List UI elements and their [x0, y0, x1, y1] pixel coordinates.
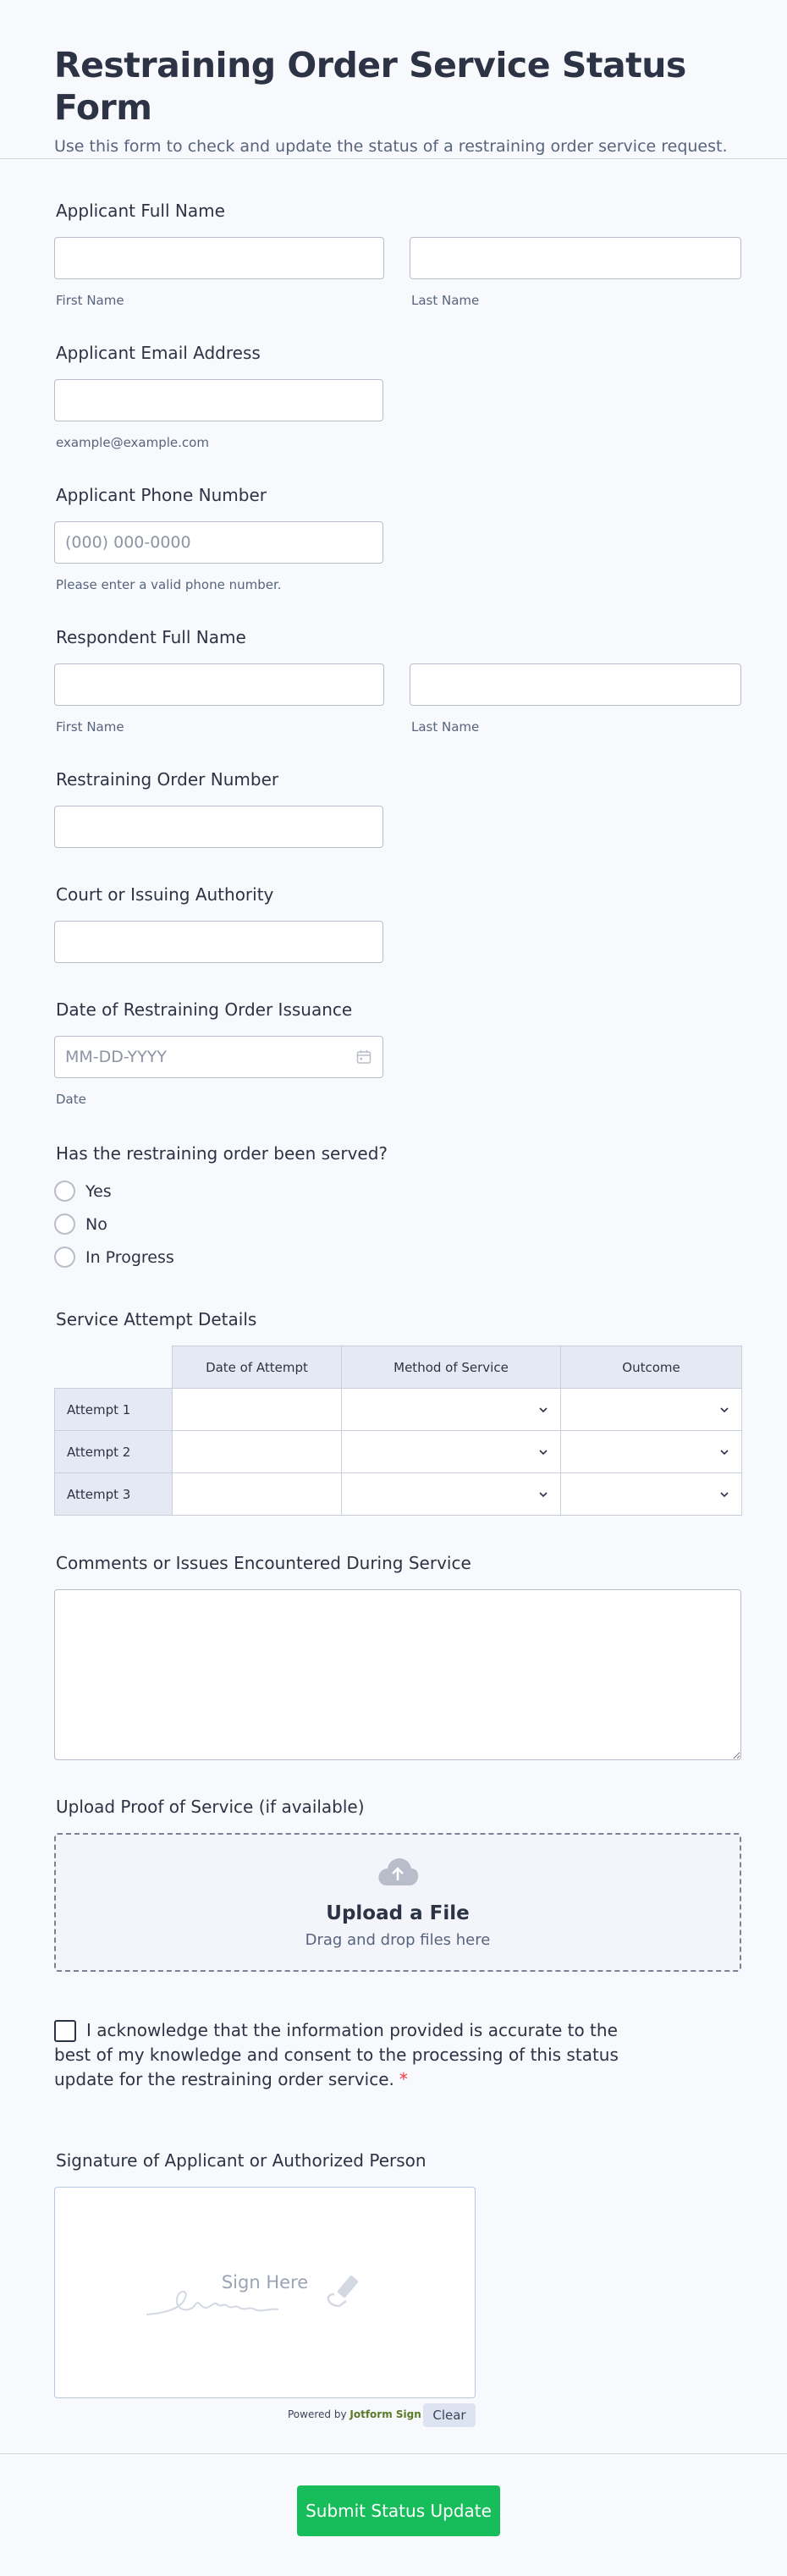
radio-label: No	[85, 1214, 107, 1234]
issuance-date-section	[54, 999, 383, 1107]
respondent-name-label: Respondent Full Name	[56, 627, 246, 647]
matrix-column-header: Method of Service	[342, 1346, 561, 1389]
signature-hint: Sign Here	[221, 2272, 309, 2293]
matrix-row-header: Attempt 1	[55, 1389, 173, 1431]
applicant-email-section	[54, 342, 383, 450]
attempt-outcome-dropdown[interactable]	[561, 1431, 742, 1473]
applicant-email-input[interactable]	[54, 379, 383, 421]
radio-button[interactable]	[54, 1181, 75, 1202]
chevron-down-icon	[719, 1489, 729, 1500]
attempt-method-dropdown[interactable]	[342, 1389, 561, 1431]
issuance-date-label: Date of Restraining Order Issuance	[56, 999, 353, 1020]
attempts-section	[54, 1308, 256, 1330]
radio-button[interactable]	[54, 1247, 75, 1268]
form-subtitle: Use this form to check and update the status of a restraining order service request.	[54, 137, 728, 156]
powered-prefix: Powered by	[288, 2408, 347, 2420]
attempt-date-cell[interactable]	[173, 1431, 342, 1473]
order-number-section	[54, 768, 383, 848]
issuance-date-sublabel: Date	[56, 1092, 86, 1107]
chevron-down-icon	[719, 1405, 729, 1415]
served-option-yes[interactable]	[54, 1175, 388, 1208]
court-section	[54, 883, 383, 963]
chevron-down-icon	[538, 1405, 548, 1415]
applicant-name-label: Applicant Full Name	[56, 201, 225, 221]
submit-button[interactable]: Submit Status Update	[297, 2485, 500, 2536]
signature-label: Signature of Applicant or Authorized Person	[56, 2150, 427, 2171]
acknowledgement-label	[54, 2018, 657, 2092]
acknowledgement-text: I acknowledge that the information provided is accurate to the best of my knowledge and consent to the processing of this status update for the restraining order service.	[54, 2020, 619, 2089]
issuance-date-input[interactable]	[54, 1036, 383, 1078]
applicant-first-name-input[interactable]	[54, 237, 384, 279]
matrix-corner	[55, 1346, 173, 1389]
upload-title: Upload a File	[326, 1902, 470, 1924]
respondent-last-name-sublabel: Last Name	[411, 719, 480, 735]
clear-signature-button[interactable]: Clear	[423, 2403, 476, 2427]
upload-subtitle: Drag and drop files here	[305, 1931, 491, 1949]
respondent-first-name-input[interactable]	[54, 663, 384, 706]
attempt-date-cell[interactable]	[173, 1389, 342, 1431]
signature-section	[54, 2149, 476, 2398]
comments-label: Comments or Issues Encountered During Service	[56, 1553, 471, 1573]
calendar-icon[interactable]	[356, 1049, 371, 1065]
matrix-row-header: Attempt 2	[55, 1431, 173, 1473]
served-option-no[interactable]	[54, 1208, 388, 1241]
applicant-phone-label: Applicant Phone Number	[56, 485, 267, 505]
cloud-upload-icon	[376, 1855, 420, 1889]
file-upload-dropzone[interactable]	[54, 1833, 741, 1972]
attempts-matrix	[54, 1346, 742, 1516]
served-label: Has the restraining order been served?	[56, 1143, 388, 1164]
chevron-down-icon	[719, 1447, 729, 1457]
applicant-phone-sublabel: Please enter a valid phone number.	[56, 577, 282, 592]
attempts-label: Service Attempt Details	[56, 1309, 257, 1329]
powered-by	[288, 2408, 421, 2420]
radio-label: In Progress	[85, 1247, 174, 1267]
upload-section	[54, 1796, 741, 1972]
respondent-last-name-input[interactable]	[410, 663, 741, 706]
table-row	[55, 1473, 742, 1516]
applicant-last-name-input[interactable]	[410, 237, 741, 279]
powered-brand: Jotform Sign	[349, 2408, 421, 2420]
attempt-date-cell[interactable]	[173, 1473, 342, 1516]
applicant-phone-input[interactable]	[54, 521, 383, 564]
form-title: Restraining Order Service Status Form	[54, 45, 686, 128]
radio-label: Yes	[85, 1181, 112, 1201]
signature-pad[interactable]	[54, 2187, 476, 2398]
upload-label: Upload Proof of Service (if available)	[56, 1797, 365, 1817]
order-number-input[interactable]	[54, 806, 383, 848]
required-mark: *	[399, 2069, 408, 2089]
table-row	[55, 1431, 742, 1473]
chevron-down-icon	[538, 1489, 548, 1500]
applicant-first-name-sublabel: First Name	[56, 293, 124, 308]
applicant-email-sublabel: example@example.com	[56, 435, 209, 450]
radio-button[interactable]	[54, 1214, 75, 1235]
served-option-in-progress[interactable]	[54, 1241, 388, 1274]
attempt-outcome-dropdown[interactable]	[561, 1389, 742, 1431]
matrix-column-header: Date of Attempt	[173, 1346, 342, 1389]
table-row	[55, 1389, 742, 1431]
court-input[interactable]	[54, 921, 383, 963]
respondent-name-section	[54, 626, 741, 735]
attempt-method-dropdown[interactable]	[342, 1431, 561, 1473]
served-section	[54, 1142, 388, 1274]
form-header	[0, 0, 787, 159]
applicant-email-label: Applicant Email Address	[56, 343, 261, 363]
comments-textarea[interactable]	[54, 1589, 741, 1760]
court-label: Court or Issuing Authority	[56, 884, 274, 905]
chevron-down-icon	[538, 1447, 548, 1457]
matrix-column-header: Outcome	[561, 1346, 742, 1389]
matrix-row-header: Attempt 3	[55, 1473, 173, 1516]
attempt-outcome-dropdown[interactable]	[561, 1473, 742, 1516]
applicant-last-name-sublabel: Last Name	[411, 293, 480, 308]
order-number-label: Restraining Order Number	[56, 769, 279, 790]
comments-section	[54, 1552, 741, 1760]
footer-divider	[0, 2453, 787, 2454]
applicant-name-section	[54, 200, 741, 308]
respondent-first-name-sublabel: First Name	[56, 719, 124, 735]
attempt-method-dropdown[interactable]	[342, 1473, 561, 1516]
applicant-phone-section	[54, 484, 383, 592]
